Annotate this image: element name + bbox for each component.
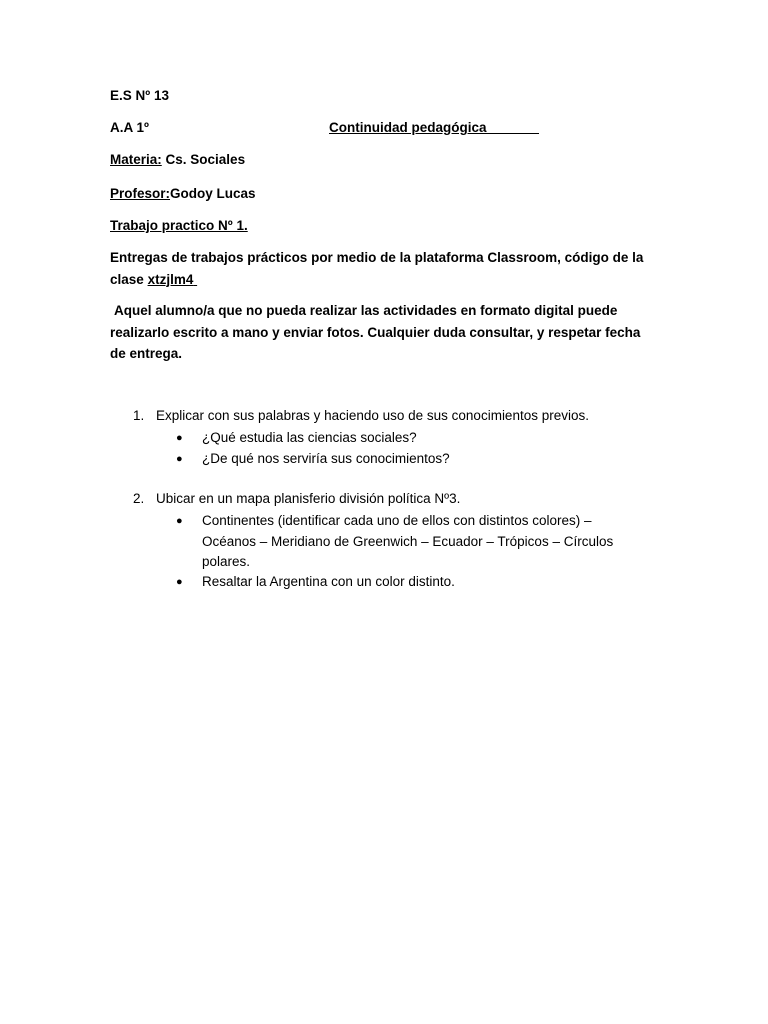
continuity-title: Continuidad pedagógica [329, 120, 487, 135]
bullet-icon: ● [176, 576, 183, 588]
teacher-value: Godoy Lucas [170, 186, 256, 201]
task-text: Ubicar en un mapa planisferio división política Nº3. [156, 491, 461, 506]
bullet-text: ¿De qué nos serviría sus conocimientos? [202, 451, 450, 466]
task-number: 1. [133, 408, 145, 423]
school-name: E.S Nº 13 [110, 88, 169, 103]
bullet-text: Resaltar la Argentina con un color distinto. [202, 574, 455, 589]
class-code: xtzjlm4 [147, 271, 194, 287]
submission-note: Aquel alumno/a que no pueda realizar las actividades en formato digital puede realizarlo escrito a mano y enviar fotos. Cualquier duda consultar, y respetar fecha de entrega. [110, 303, 641, 361]
subject-value: Cs. Sociales [165, 152, 246, 167]
bullet-icon: ● [176, 515, 183, 527]
teacher-label: Profesor: [110, 186, 171, 201]
subject-label: Materia: [110, 152, 162, 167]
task-text: Explicar con sus palabras y haciendo uso de sus conocimientos previos. [156, 408, 589, 423]
bullet-icon: ● [176, 453, 183, 465]
task-number: 2. [133, 491, 145, 506]
bullet-text: ¿Qué estudia las ciencias sociales? [202, 430, 417, 445]
teacher-line [110, 185, 256, 203]
delivery-text: Entregas de trabajos prácticos por medio de la plataforma Classroom, código de la clase [110, 250, 644, 287]
delivery-instructions [110, 247, 650, 290]
bullet-text: Continentes (identificar cada uno de ellos con distintos colores) – Océanos – Meridiano de Greenwich – Ecuador – Trópicos – Círculos polares. [202, 513, 614, 569]
course-label: A.A 1º [110, 120, 149, 135]
subject-line [110, 151, 245, 169]
assignment-title: Trabajo practico Nº 1. [110, 218, 248, 233]
bullet-icon: ● [176, 432, 183, 444]
